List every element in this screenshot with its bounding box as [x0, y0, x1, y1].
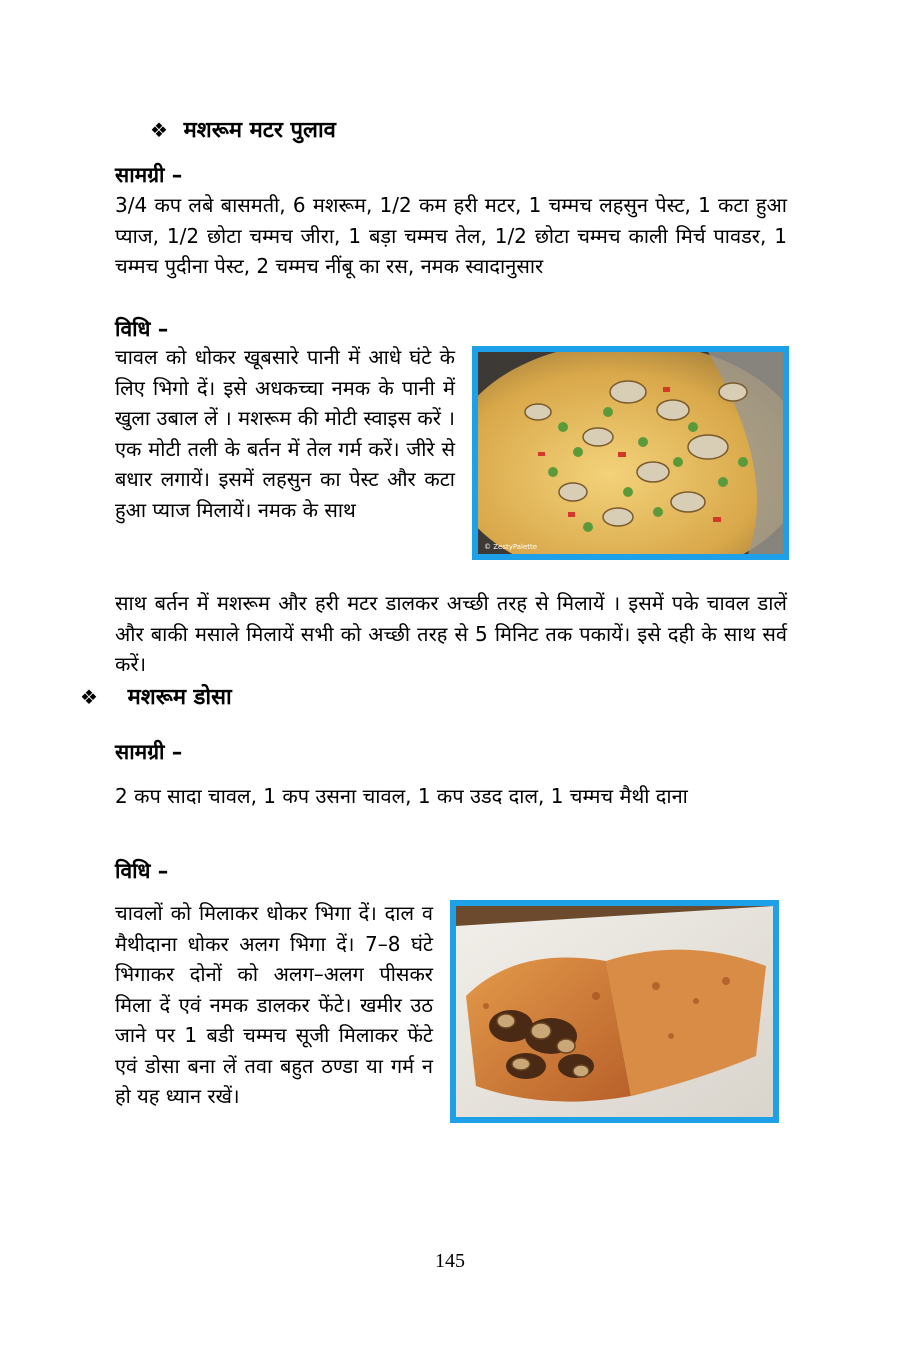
pulao-photo — [472, 346, 789, 560]
recipe1-title: मशरूम मटर पुलाव — [183, 118, 336, 143]
recipe1-ingredients-label: सामग्री – — [115, 163, 183, 187]
photo-credit: © ZestyPalette — [484, 543, 538, 551]
recipe2-title: मशरूम डोसा — [127, 685, 232, 710]
recipe2-ingredients-label: सामग्री – — [115, 740, 183, 764]
recipe2-ingredients: 2 कप सादा चावल, 1 कप उसना चावल, 1 कप उडद दाल, 1 चम्मच मैथी दाना — [115, 784, 688, 808]
dosa-photo — [450, 900, 779, 1123]
recipe2-method: चावलों को मिलाकर धोकर भिगा दें। दाल व मैथीदाना धोकर अलग भिगा दें। 7–8 घंटे भिगाकर दोनों को अलग–अलग पीसकर मिला दें एवं नमक डालकर फेंटे। खमीर उठ जाने पर 1 बडी चम्मच सूजी मिलाकर फेंटे एवं डोसा बना लें तवा बहुत ठण्डा या गर्म न हो यह ध्यान रखें। — [115, 901, 433, 1108]
page-number: 145 — [435, 1250, 465, 1272]
recipe1-method-wrapped: चावल को धोकर खूबसारे पानी में आधे घंटे के लिए भिगो दें। इसे अधकच्चा नमक के पानी में खुला उबाल लें । मशरूम की मोटी स्वाइस करें । एक मोटी तली के बर्तन में तेल गर्म करें। जीरे से बधार लगायें। इसमें लहसुन का पेस्ट और कटा हुआ प्याज मिलायें। नमक के साथ — [115, 345, 455, 522]
recipe2-heading — [80, 682, 232, 713]
recipe1-method-label: विधि – — [115, 317, 169, 341]
recipe2-method-label: विधि – — [115, 859, 169, 883]
recipe1-heading — [150, 115, 336, 146]
recipe1-method-continued: साथ बर्तन में मशरूम और हरी मटर डालकर अच्छी तरह से मिलायें । इसमें पके चावल डालें और बाकी मसाले मिलायें सभी को अच्छी तरह से 5 मिनिट तक पकायें। इसे दही के साथ सर्व करें। — [115, 591, 787, 676]
diamond-bullet-icon: ❖ — [150, 118, 168, 142]
recipe1-ingredients: 3/4 कप लबे बासमती, 6 मशरूम, 1/2 कम हरी मटर, 1 चम्मच लहसुन पेस्ट, 1 कटा हुआ प्याज, 1/2 छोटा चम्मच जीरा, 1 बड़ा चम्मच तेल, 1/2 छोटा चम्मच काली मिर्च पावडर, 1 चम्मच पुदीना पेस्ट, 2 चम्मच नींबू का रस, नमक स्वादानुसार — [115, 193, 787, 278]
diamond-bullet-icon: ❖ — [80, 685, 98, 709]
